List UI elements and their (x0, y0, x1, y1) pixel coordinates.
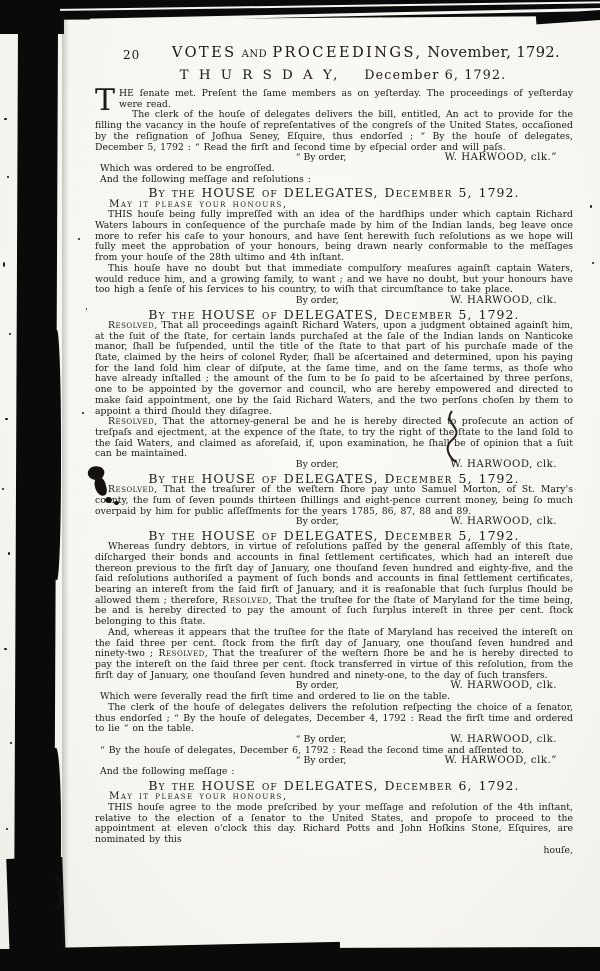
clerk-signature: W. HARWOOD, clk. (450, 680, 557, 692)
order-label: By order, (295, 294, 339, 306)
text-run: THIS houſe agree to the mode preſcribed by your meſſage and reſolution of the 4th inſtant, relative to the election of a ſenator to the United States, and propoſe to proceed to the appointment at eleven o'clock this day. Richard Potts and John Hoſkins Stone, Eſquires, are nominated by this (95, 801, 573, 845)
text-run: By the HOUSE of DELEGATES, December 6, 1792. (148, 777, 520, 793)
text-run: Which were ſeverally read the firſt time and ordered to lie on the table. (100, 691, 451, 703)
order-spacer (95, 517, 296, 528)
scan-speckle (5, 418, 8, 420)
text-run: The clerk of the houſe of delegates delivers the reſolution reſpecting the choice of a ſenator, thus endorſed ; “ By the houſe of delegates, December 4, 1792 : Read the firſt time and ordered to lie “ on the table. (95, 701, 573, 735)
order-label: By order, (295, 516, 339, 528)
text-run: By the HOUSE of DELEGATES, December 5, 1792. (148, 470, 520, 486)
text-run: , That the attorney-general be and he is hereby directed to proſecute an action of treſpaſs and ejectment, at the expence of the ſtate, to try the right of the ſtate to the land ſold to the ſaid Waters, and claimed as aforeſaid, if, upon examination, he ſhall be of opinion that a ſuit can be maintained. (95, 416, 573, 460)
clerk-signature: W. HARWOOD, clk.” (444, 152, 557, 164)
scan-speckle (10, 742, 12, 744)
paragraph (95, 628, 573, 682)
clerk-signature: W. HARWOOD, clk. (450, 294, 557, 306)
text-run: Resolved (217, 594, 269, 606)
order-line (95, 296, 573, 307)
scan-speckle (7, 176, 9, 178)
text-run: PROCEEDINGS, (272, 44, 423, 61)
text-run: This houſe have no doubt but that immediate compulſory meaſures againſt captain Waters, would reduce him, and a growing family, to want ; and we have no doubt, but your honours have too high a ſenſe of his ſervices to his country, to wiſh that circumſtance to take place. (95, 262, 573, 296)
text-run: By the HOUSE of DELEGATES, December 5, 1792. (148, 306, 520, 322)
paragraph (95, 175, 573, 186)
text-run: , That the treaſurer of the weſtern ſhore be and he is hereby directed to pay the intereſt on the ſaid three per cent. ſtock transferred in virtue of this reſolution, from the firſt day of January, one thouſand ſeven hundred and ninety-one, to the day of ſuch transfers. (95, 648, 573, 681)
scan-speckle (6, 828, 8, 830)
text-run: Resolved (153, 648, 205, 660)
paragraph (95, 264, 573, 296)
text-run: Resolved (108, 484, 155, 496)
text-run: , That the treaſurer of the weſtern ſhore pay unto Samuel Morton, of St. Mary's county, the ſum of ſeven pounds thirteen ſhillings and eight-pence current money, being ſo much overpaid by him for public aſſeſſments for the years 1785, 86, 87, 88 and 89. (95, 484, 573, 517)
order-label: By order, (295, 680, 339, 692)
scan-speckle (86, 308, 87, 310)
page-number: 20 (123, 48, 141, 62)
text-run: houſe, (543, 844, 573, 856)
scan-speckle (9, 333, 11, 335)
text-run: , That all proceedings againſt Richard Waters, upon a judgment obtained againſt him, at the ſuit of the ſtate, for certain lands purchaſed at the ſale of the Indian lands on Nanticoke manor, ſhall be ſuſpended, until the title of the ſtate to that part of his purchaſe made of the ſtate, claimed by the heirs of colonel Ryder, ſhall be aſcertained and determined, upon his paying for the land ſold him clear of diſpute, at the ſame time, and on the ſame terms, as thoſe who have already inſtalled ; the amount of the ſum to be ſo paid to be aſcertained by three perſons, one to be appointed by the governor and council, who are hereby empowered and directed to make ſaid appointment, one by the ſaid Richard Waters, and the two perſons choſen by them to appoint a third ſhould they diſagree. (95, 319, 573, 417)
text-run: Which was ordered to be engroſſed. (100, 163, 275, 175)
text-run: And, whereas it appears that the truſtee for the ſtate of Maryland has received the intereſt on the ſaid three per cent. ſtock from the firſt day of January, one thouſand ſeven hundred and ninety-two ; (95, 626, 573, 660)
margin-bracket-mark (52, 876, 66, 910)
dropcap-initial: T (95, 83, 116, 118)
day-heading (95, 67, 573, 83)
scan-speckle (592, 262, 594, 264)
paragraph (95, 703, 573, 735)
order-label: “ By order, (295, 152, 347, 164)
order-line (95, 460, 573, 471)
binding-gutter-bump (52, 330, 61, 580)
paragraph (95, 110, 573, 153)
catchword (95, 846, 573, 857)
running-title (95, 44, 573, 61)
paragraph (95, 803, 573, 846)
text-run: HE ſenate met. Preſent the ſame members as on yeſterday. The proceedings of yeſterday were read. (119, 88, 573, 110)
text-run: “ By the houſe of delegates, December 6, 1792 : Read the ſecond time and aſſented to. (100, 744, 524, 756)
text-run: And the following meſſage and reſolutions : (100, 173, 311, 185)
text-run: VOTES (171, 44, 237, 61)
clerk-signature: W. HARWOOD, clk. (450, 733, 557, 745)
paragraph (95, 485, 573, 517)
paragraph (95, 542, 573, 628)
text-run: , That the truſtee for the ſtate of Maryland for the time being, be and is hereby directed to pay the amount of ſuch ſurplus intereſt in three per cent. ſtock belonging to this ſtate. (95, 594, 573, 628)
text-run: By the HOUSE of DELEGATES, December 5, 1792. (148, 528, 520, 543)
order-label: By order, (295, 459, 339, 471)
day-date: December 6, 1792. (364, 67, 507, 82)
text-run: November, 1792. (422, 44, 561, 61)
masthead (95, 44, 573, 65)
text-run: The clerk of the houſe of delegates delivers the bill, entitled, An act to provide for the filling the vacancy in the houſe of repreſentatives of the congreſs of the United States, occaſioned by the reſignation of Joſhua Seney, Eſquire, thus endorſed ; “ By the houſe of delegates, December 5, 1792 : “ Read the firſt and ſecond time by eſpecial order and will paſs. (95, 109, 573, 153)
document-body (95, 83, 573, 856)
order-spacer (95, 460, 296, 471)
paragraph (95, 417, 573, 460)
scan-bottom-band (0, 947, 600, 971)
page-content (95, 44, 573, 856)
text-run: and (236, 44, 273, 61)
text-run: By the HOUSE of DELEGATES, December 5, 1792. (148, 185, 520, 201)
scan-speckle (82, 412, 84, 414)
text-run: May it please your honours, (109, 198, 288, 210)
paragraph (95, 321, 573, 417)
clerk-signature: W. HARWOOD, clk. (450, 459, 557, 471)
scan-speckle (590, 205, 592, 208)
text-run: Whereas ſundry debtors, in virtue of reſolutions paſſed by the general aſſembly of this ſtate, diſcharged their bonds and accounts in final ſettlement certificates, which had an intereſt due thereon previous to the firſt day of January, one thouſand ſeven hundred and eighty-five, and the ſaid reſolutions authoriſed a payment of ſuch bonds and accounts in final ſettlement certificates, bearing an intereſt from the ſaid firſt of January, and it is reaſonable that ſuch ſurplus ſhould be allowed them ; therefore, (95, 541, 573, 606)
text-run: And the following meſſage : (100, 766, 235, 778)
scan-speckle (3, 262, 5, 267)
page-fold-shadow (62, 18, 69, 951)
scan-speckle (4, 118, 7, 120)
order-spacer (95, 296, 296, 307)
clerk-signature: W. HARWOOD, clk. (450, 516, 557, 528)
order-label: “ By order, (295, 755, 347, 767)
order-line (95, 517, 573, 528)
paragraph (95, 767, 573, 778)
clerk-signature: W. HARWOOD, clk.” (444, 755, 557, 767)
text-run: THIS houſe being fully impreſſed with an idea of the hardſhips under which captain Richard Waters labours in conſequence of the purchaſe made by him of the Indian lands, beg leave once more to refer his caſe to your honours, and have ſent herewith ſuch reſolutions as we hope will fully meet the approbation of your honours, being drawn nearly conformable to the meſſages from your houſe of the 28th ultimo and 4th inſtant. (95, 209, 573, 264)
scan-speckle (13, 898, 16, 900)
paragraph (95, 210, 573, 264)
opening-paragraph (95, 83, 573, 118)
scan-speckle (8, 552, 10, 555)
scan-speckle (2, 488, 4, 490)
text-run: May it please your honours, (109, 791, 288, 803)
scan-speckle (78, 238, 80, 240)
scan-speckle (4, 648, 7, 650)
text-run: Resolved (108, 319, 155, 331)
text-run: Resolved (108, 416, 155, 428)
order-label: “ By order, (295, 733, 347, 745)
day-word: T H U R S D A Y, (179, 68, 341, 83)
